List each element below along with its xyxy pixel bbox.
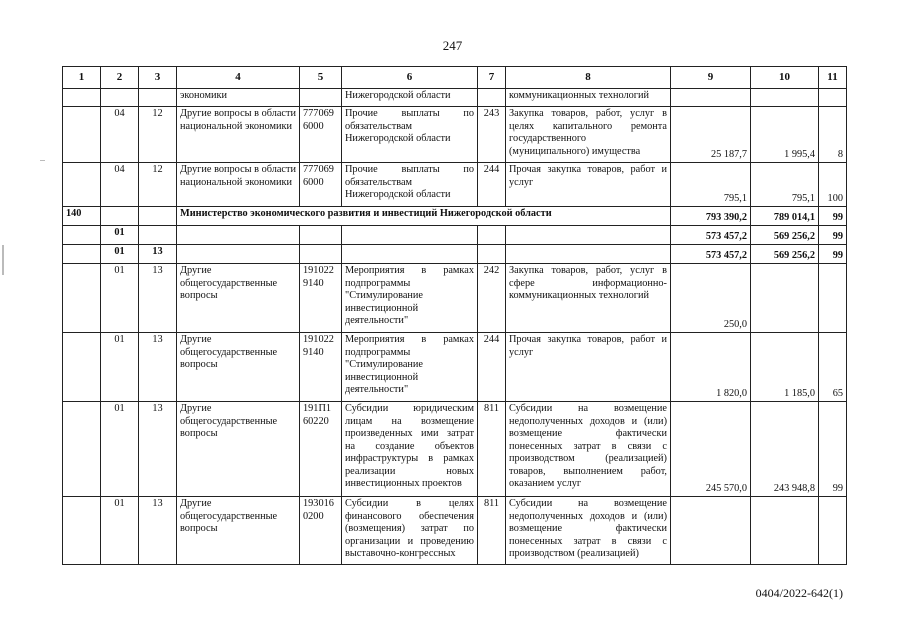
cell-section-name: Другие общегосударственные вопросы [177, 497, 300, 565]
cell-target-name: Нижегородской области [342, 89, 478, 107]
header-cell: 8 [506, 67, 671, 89]
cell-plan [671, 497, 751, 565]
header-cell: 2 [101, 67, 139, 89]
cell-plan: 795,1 [671, 163, 751, 207]
cell-section-name: экономики [177, 89, 300, 107]
cell-expense-name: Прочая закупка товаров, работ и услуг [506, 163, 671, 207]
cell-target-code: 777069 6000 [300, 163, 342, 207]
cell-target-code: 193016 0200 [300, 497, 342, 565]
header-cell: 11 [819, 67, 847, 89]
cell-plan: 573 457,2 [671, 226, 751, 245]
cell-subsection: 13 [139, 333, 177, 402]
cell-plan [671, 89, 751, 107]
cell-expense-name: Прочая закупка товаров, работ и услуг [506, 333, 671, 402]
cell-expense-type [478, 226, 506, 245]
cell-plan: 793 390,2 [671, 207, 751, 226]
cell-subsection: 12 [139, 163, 177, 207]
cell-expense-type [478, 89, 506, 107]
cell-grbs: 140 [63, 207, 101, 226]
cell-plan: 245 570,0 [671, 402, 751, 497]
cell-ministry-name: Министерство экономического развития и инвестиций Нижегородской области [177, 207, 671, 226]
table-row [63, 264, 847, 333]
cell-target-code: 191022 9140 [300, 264, 342, 333]
cell-expense-type [478, 245, 506, 264]
table-row [63, 402, 847, 497]
cell-percent: 99 [819, 402, 847, 497]
cell-section: 04 [101, 163, 139, 207]
cell-subsection: 12 [139, 107, 177, 163]
cell-fact: 243 948,8 [751, 402, 819, 497]
cell-fact: 1 185,0 [751, 333, 819, 402]
cell-expense-type: 811 [478, 497, 506, 565]
header-cell: 9 [671, 67, 751, 89]
cell-target-name: Субсидии юридическим лицам на возмещение произведенных ими затрат на создание объектов инфраструктуры в рамках реализации новых инвестиционных проектов [342, 402, 478, 497]
cell-fact [751, 89, 819, 107]
cell-section-name: Другие вопросы в области национальной экономики [177, 163, 300, 207]
cell-target-name [342, 245, 478, 264]
header-cell: 10 [751, 67, 819, 89]
cell-section-name: Другие общегосударственные вопросы [177, 402, 300, 497]
cell-grbs [63, 163, 101, 207]
cell-section-name [177, 226, 300, 245]
cell-target-code: 191022 9140 [300, 333, 342, 402]
cell-plan: 25 187,7 [671, 107, 751, 163]
cell-fact: 569 256,2 [751, 226, 819, 245]
header-cell: 7 [478, 67, 506, 89]
cell-section: 01 [101, 226, 139, 245]
header-cell: 4 [177, 67, 300, 89]
cell-expense-type: 811 [478, 402, 506, 497]
cell-grbs [63, 497, 101, 565]
cell-fact [751, 497, 819, 565]
cell-grbs [63, 226, 101, 245]
table-row [63, 333, 847, 402]
cell-subsection: 13 [139, 264, 177, 333]
cell-target-name: Субсидии в целях финансового обеспечения (возмещения) затрат по организации и проведению выставочно-конгрессных [342, 497, 478, 565]
cell-expense-type: 244 [478, 333, 506, 402]
margin-mark [40, 160, 45, 161]
cell-subsection [139, 226, 177, 245]
cell-section-name: Другие общегосударственные вопросы [177, 333, 300, 402]
cell-target-code: 191П1 60220 [300, 402, 342, 497]
cell-target-code [300, 245, 342, 264]
cell-target-code [300, 89, 342, 107]
cell-section: 01 [101, 333, 139, 402]
cell-expense-name [506, 226, 671, 245]
cell-grbs [63, 333, 101, 402]
cell-grbs [63, 245, 101, 264]
cell-target-name: Мероприятия в рамках подпрограммы "Стимулирование инвестиционной деятельности" [342, 333, 478, 402]
cell-section-name [177, 245, 300, 264]
cell-percent [819, 89, 847, 107]
cell-expense-name [506, 245, 671, 264]
cell-target-name: Мероприятия в рамках подпрограммы "Стимулирование инвестиционной деятельности" [342, 264, 478, 333]
cell-subsection: 13 [139, 402, 177, 497]
cell-percent: 8 [819, 107, 847, 163]
cell-target-code [300, 226, 342, 245]
cell-percent: 65 [819, 333, 847, 402]
table-row-ministry [63, 207, 847, 226]
table-row [63, 89, 847, 107]
cell-plan: 1 820,0 [671, 333, 751, 402]
cell-target-name: Прочие выплаты по обязательствам Нижегородской области [342, 163, 478, 207]
header-cell: 6 [342, 67, 478, 89]
margin-mark [2, 245, 4, 275]
cell-fact [751, 264, 819, 333]
cell-section-name: Другие общегосударственные вопросы [177, 264, 300, 333]
table-row [63, 163, 847, 207]
table-row [63, 226, 847, 245]
header-cell: 1 [63, 67, 101, 89]
cell-grbs [63, 107, 101, 163]
cell-target-code: 777069 6000 [300, 107, 342, 163]
cell-section: 01 [101, 402, 139, 497]
cell-percent [819, 264, 847, 333]
cell-percent [819, 497, 847, 565]
cell-expense-name: Закупка товаров, работ, услуг в целях капитального ремонта государственного (муниципального) имущества [506, 107, 671, 163]
cell-expense-name: Субсидии на возмещение недополученных доходов и (или) возмещение фактически понесенных затрат в связи с производством (реализацией) [506, 497, 671, 565]
header-cell: 5 [300, 67, 342, 89]
cell-expense-type: 242 [478, 264, 506, 333]
budget-table [62, 66, 847, 565]
cell-fact: 1 995,4 [751, 107, 819, 163]
cell-fact: 569 256,2 [751, 245, 819, 264]
cell-grbs [63, 402, 101, 497]
document-code: 0404/2022-642(1) [755, 586, 843, 600]
cell-expense-name: Субсидии на возмещение недополученных доходов и (или) возмещение фактически понесенных затрат в связи с производством (реализацией) товаров, выполнением работ, оказанием услуг [506, 402, 671, 497]
table-row [63, 107, 847, 163]
cell-percent: 100 [819, 163, 847, 207]
page-number: 247 [442, 38, 463, 53]
cell-subsection [139, 89, 177, 107]
cell-percent: 99 [819, 245, 847, 264]
cell-section: 04 [101, 107, 139, 163]
header-cell: 3 [139, 67, 177, 89]
cell-expense-type: 244 [478, 163, 506, 207]
cell-percent: 99 [819, 226, 847, 245]
cell-section: 01 [101, 245, 139, 264]
table-row [63, 497, 847, 565]
cell-section: 01 [101, 264, 139, 333]
cell-section-name: Другие вопросы в области национальной экономики [177, 107, 300, 163]
cell-target-name [342, 226, 478, 245]
cell-subsection: 13 [139, 245, 177, 264]
cell-section [101, 89, 139, 107]
table-row [63, 245, 847, 264]
cell-plan: 250,0 [671, 264, 751, 333]
cell-fact: 795,1 [751, 163, 819, 207]
cell-expense-name: коммуникационных технологий [506, 89, 671, 107]
cell-target-name: Прочие выплаты по обязательствам Нижегородской области [342, 107, 478, 163]
cell-subsection [139, 207, 177, 226]
cell-fact: 789 014,1 [751, 207, 819, 226]
table-header-row [63, 67, 847, 89]
cell-expense-name: Закупка товаров, работ, услуг в сфере информационно-коммуникационных технологий [506, 264, 671, 333]
cell-plan: 573 457,2 [671, 245, 751, 264]
cell-section: 01 [101, 497, 139, 565]
cell-percent: 99 [819, 207, 847, 226]
cell-expense-type: 243 [478, 107, 506, 163]
cell-grbs [63, 89, 101, 107]
cell-subsection: 13 [139, 497, 177, 565]
cell-grbs [63, 264, 101, 333]
cell-section [101, 207, 139, 226]
